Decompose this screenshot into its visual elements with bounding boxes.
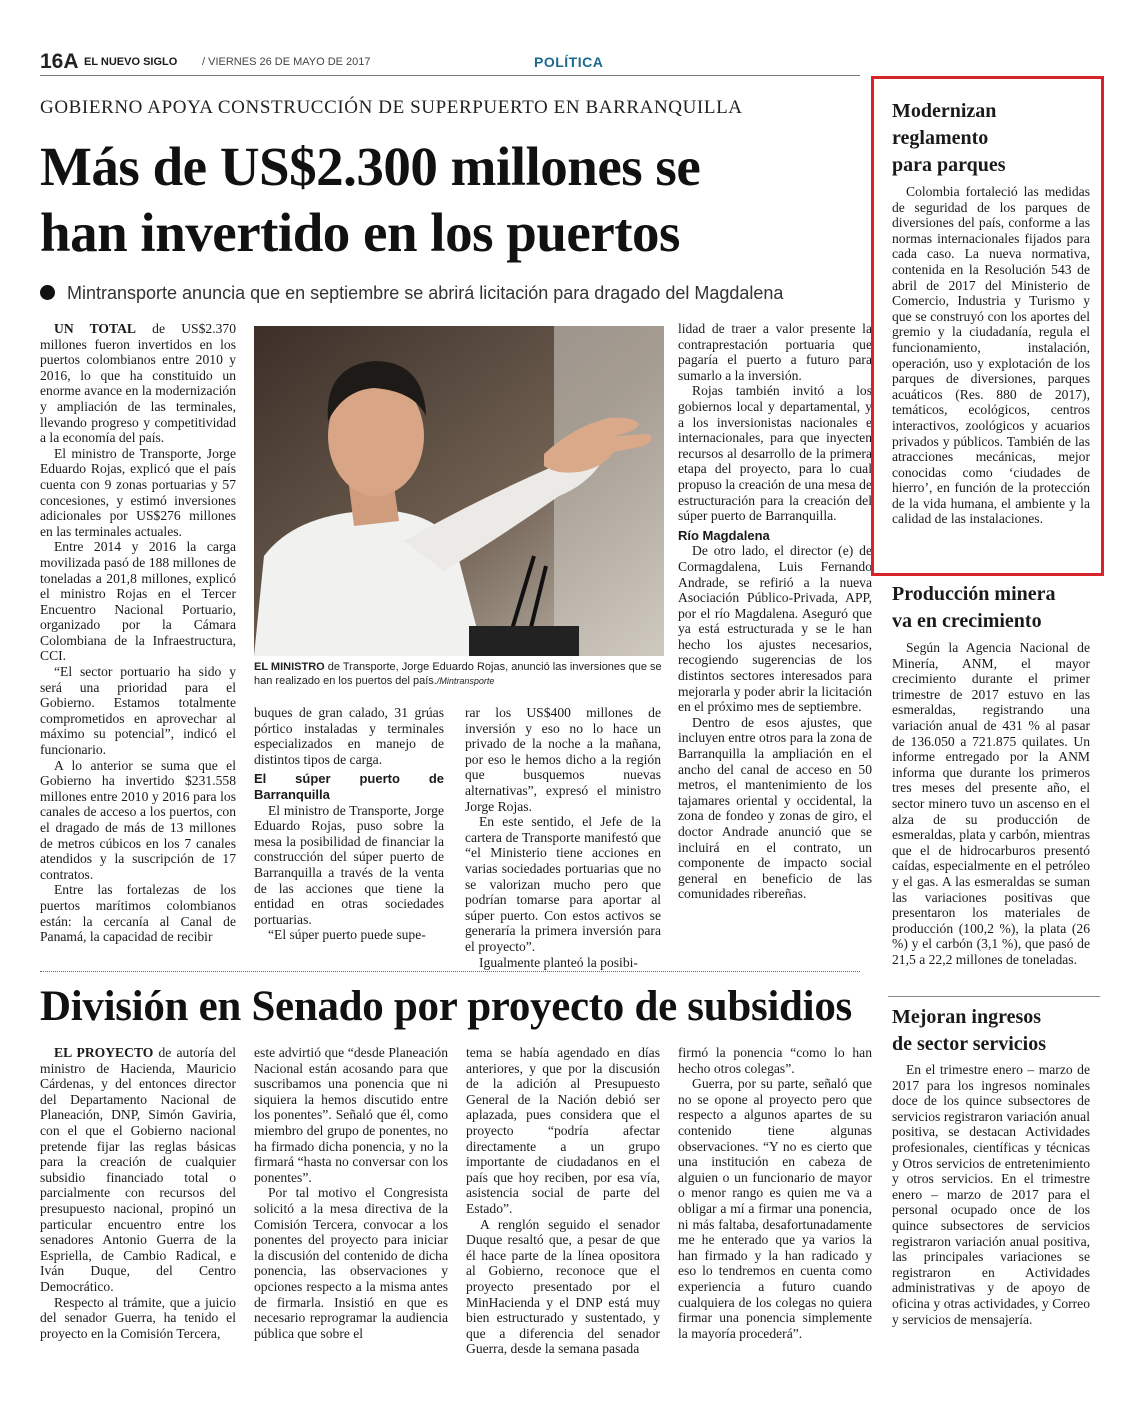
minister-photo-illustration — [254, 326, 664, 656]
story1-col2-p3: “El súper puerto puede supe- — [268, 927, 426, 943]
sidebar-divider — [888, 996, 1100, 997]
story1-headline — [40, 134, 860, 266]
sidebar-item3-title-line1: Mejoran ingresos — [892, 1006, 1042, 1028]
sidebar-item3-title — [892, 1004, 1102, 1058]
story2-column-1 — [40, 1045, 236, 1341]
sidebar-item1-title-line1: Modernizan — [892, 100, 997, 122]
page-number: 16A — [40, 50, 79, 73]
sidebar-item1-text: Colombia fortaleció las medidas de seguridad de los parques de diversiones del país, conforme a las normas internacionales fijados para cada caso. La nueva normativa, contenida en la Resolución 543 de abril de 2017 del Ministerio de Comercio, Industria y Turismo y que se construyó con los aportes del gremio y la ciudadanía, regula el funcionamiento, instalación, operación, uso y explotación de los parques de diversiones, parques acuáticos (Res. 880 de 2017), temáticos, ecológicos, centros interactivos, zoológicos y acuarios privados y públicos. También de las atracciones mecánicas, mejor conocidas como ‘ciudades de hierro’, en función de la protección de la vida humana, el ambiente y la calidad de las instalaciones. — [892, 184, 1090, 527]
sidebar-item2-body — [892, 640, 1090, 967]
caption-lead: EL MINISTRO — [254, 661, 325, 673]
sidebar-item1-title-line3: para parques — [892, 154, 1006, 176]
sidebar-item1-body — [892, 184, 1090, 527]
folio-rule — [40, 75, 860, 76]
story1-col4-p2: Rojas también invitó a los gobiernos local y departamental, y a los inversionistas nacionales e internacionales, para que inyecten recursos al desarrollo de la primera etapa del proyecto, para lo cual propuso la creación de una mesa de estructuración para la creación del súper puerto de Barranquilla. — [678, 383, 872, 524]
story2-column-2 — [254, 1045, 448, 1341]
story2-headline: División en Senado por proyecto de subsidios — [40, 983, 852, 1030]
story1-col2-p1: buques de gran calado, 31 grúas pórtico instaladas y terminales especializados en manejo de distintos tipos de carga. — [254, 705, 444, 767]
sidebar-item1-title-line2: reglamento — [892, 127, 989, 149]
story1-kicker: GOBIERNO APOYA CONSTRUCCIÓN DE SUPERPUERTO EN BARRANQUILLA — [40, 97, 743, 118]
story1-column-1 — [40, 321, 236, 945]
sidebar-item2-title — [892, 581, 1102, 635]
story1-deck-text: Mintransporte anuncia que en septiembre se abrirá licitación para dragado del Magdalena — [67, 283, 784, 303]
story2-col3-p1: tema se había agendado en días anteriores, y que por la discusión de la adición al Presupuesto General de la Nación debió ser aplazada, pues considera que el proyecto “podría afectar directamente a un grupo importante de ciudadanos en el país que hoy reciben, por esa vía, asistencia social de parte del Estado”. — [466, 1045, 660, 1216]
story2-col1-p2: Respecto al trámite, que a juicio del senador Guerra, ha tenido el proyecto en la Comisión Tercera, — [40, 1294, 236, 1341]
story1-col1-p4: “El sector portuario ha sido y será una prioridad para el Gobierno. Estamos totalmente comprometidos en aprovechar al máximo su potencial”, indicó el funcionario. — [40, 664, 236, 758]
story1-col2-p2: El ministro de Transporte, Jorge Eduardo Rojas, puso sobre la mesa la posibilidad de financiar la construcción del súper puerto de Barranquilla a través de la venta de las acciones que tiene la entidad en otras sociedades portuarias. — [254, 802, 444, 927]
story2-col3-p2: A renglón seguido el senador Duque resaltó que, a pesar de que él hace parte de la línea opositora al Gobierno, reconoce que el proyecto presentado por el MinHacienda y el DNP está muy bien estructurado y sustentado, y que a diferencia del senador Guerra, desde la semana pasada — [466, 1216, 660, 1357]
story1-headline-line1: Más de US$2.300 millones se — [40, 136, 701, 197]
story1-column-2 — [254, 705, 444, 943]
page-folio — [40, 50, 1104, 76]
story1-col4-p1: lidad de traer a valor presente la contraprestación portuaria que pagaría el puerto a futuro para sumarlo a la inversión. — [678, 321, 872, 383]
story1-subhead-superpuerto: El súper puerto de Barranquilla — [254, 771, 444, 802]
story1-column-3 — [465, 705, 661, 970]
story1-lead-word: UN TOTAL — [54, 321, 136, 336]
story1-col1-p6: Entre las fortalezas de los puertos marítimos colombianos están: la cercanía al Canal de Panamá, la capacidad de recibir — [40, 882, 236, 945]
story1-col1-p5: A lo anterior se suma que el Gobierno ha invertido $231.558 millones entre 2010 y 2016 para los canales de acceso a los puertos, con el dragado de más de 13 millones de metros cúbicos en los 7 canales atendidos y la suscripción de 17 contratos. — [40, 757, 236, 882]
story2-column-4 — [678, 1045, 872, 1341]
sidebar-item2-text: Según la Agencia Nacional de Minería, ANM, el mayor crecimiento durante el primer trimestre de 2017 estuvo en las esmeraldas, registrando una variación anual de 431 % al pasar de 136.050 a 721.875 quilates. Un informe entregado por la ANM informa que durante los primeros tres meses del presente año, el sector minero tuvo un ascenso en el alza de su producción de esmeraldas, plata y carbón, mientras que el de hidrocarburos presentó caídas, especialmente en el petróleo y el gas. A las esmeraldas se suman las variaciones positivas que presentaron los materiales de producción (100,2 %), la plata (26 %) y el carbón (3,1 %), que pasó de 21,5 a 22,2 millones de toneladas. — [892, 640, 1090, 967]
bullet-icon — [40, 285, 55, 300]
story1-col1-p3: Entre 2014 y 2016 la carga movilizada pasó de 188 millones de toneladas a 201,8 millones, explicó el ministro Rojas en el Tercer Encuentro Nacional Portuario, organizado por la Cámara Colombiana de la Infraestructura, CCI. — [40, 539, 236, 664]
section-label: POLÍTICA — [534, 54, 604, 70]
story2-col1-p1: de autoría del ministro de Hacienda, Mauricio Cárdenas, y del entonces director del Departamento Nacional de Planeación, DNP, Simón Gaviria, con el que el Gobierno nacional pretende fijar las reglas básicas para la creación de cualquier subsidio financiado total o parcialmente con recursos del presupuesto nacional, propinó un particular encuentro entre los senadores Antonio Guerra de la Espriella, de Cambio Radical, e Iván Duque, del Centro Democrático. — [40, 1045, 237, 1294]
minister-photo — [254, 326, 664, 656]
sidebar-item2-title-line2: va en crecimiento — [892, 610, 1042, 632]
issue-date: / VIERNES 26 DE MAYO DE 2017 — [202, 56, 371, 68]
story1-col1-p2: El ministro de Transporte, Jorge Eduardo Rojas, explicó que el país cuenta con 9 zonas portuarias y 57 concesiones, y estimó inversiones adicionales por US$276 millones en las terminales actuales. — [40, 445, 236, 539]
sidebar-item1-title — [892, 98, 1092, 179]
story1-deck — [40, 283, 783, 304]
sidebar-item3-title-line2: de sector servicios — [892, 1033, 1047, 1055]
story1-col3-p1: rar los US$400 millones de inversión y eso no lo hace un privado de la noche a la mañana, por eso le hemos dicho a la región que busquemos nuevas alternativas”, expresó el ministro Jorge Rojas. — [465, 705, 661, 814]
story1-headline-line2: han invertido en los puertos — [40, 202, 680, 263]
story1-col3-p3: Igualmente planteó la posibi- — [479, 954, 638, 970]
story1-col4-p4: Dentro de esos ajustes, que incluyen entre otros para la zona de Barranquilla la ampliación en el ancho del canal de acceso en 50 metros, el mantenimiento de los tajamares oriental y occidental, la zona de fondeo y zonas de giro, el doctor Andrade anunció que se incluirá en el contrato, un componente de impacto social general en beneficio de las comunidades ribereñas. — [678, 714, 872, 902]
publication-name: EL NUEVO SIGLO — [84, 56, 178, 68]
story2-lead-word: EL PROYECTO — [54, 1045, 154, 1060]
photo-caption — [254, 660, 664, 688]
story2-col2-p1: este advirtió que “desde Planeación Nacional están acosando para que suscribamos una ponencia que ni siquiera la hemos discutido entre los ponentes”. Señaló que él, como miembro del grupo de ponentes, no ha firmado dicha ponencia, y no la firmará “hasta no conversar con los ponentes”. — [254, 1045, 448, 1185]
sidebar-item2-title-line1: Producción minera — [892, 583, 1056, 605]
sidebar-item3-text: En el trimestre enero – marzo de 2017 para los ingresos nominales doce de los quince subsectores de servicios registraron variación anual positiva, se destacan Actividades profesionales, científicas y técnicas y Otros servicios de entretenimiento y otros servicios. En el trimestre enero – marzo de 2017 para el personal ocupado once de los quince subsectores de servicios registraron variación anual positiva, las principales variaciones se registraron en Actividades administrativas y de apoyo de oficina y otras actividades, y Correo y servicios de mensajería. — [892, 1062, 1090, 1327]
caption-text: de Transporte, Jorge Eduardo Rojas, anunció las inversiones que se han realizado en los puertos del país. — [254, 661, 662, 687]
photo-credit: /Mintransporte — [436, 676, 495, 686]
story1-subhead-rio-magdalena: Río Magdalena — [678, 527, 770, 543]
story1-col4-p3: De otro lado, el director (e) de Cormagdalena, Luis Fernando Andrade, se refirió a la nueva Asociación Público-Privada, APP, por el río Magdalena. Aseguró que ya está estructurada y se le han hecho los ajustes necesarios, recogiendo sugerencias de los distintos sectores interesados para mejorarla y poder abrir la licitación en el próximo mes de septiembre. — [678, 543, 872, 715]
sidebar-item3-body — [892, 1062, 1090, 1327]
story-divider — [40, 971, 860, 972]
story2-col2-p2: Por tal motivo el Congresista solicitó a la mesa directiva de la Comisión Tercera, convocar a los ponentes del proyecto para iniciar la discusión del contenido de dicha ponencia, las observaciones y opciones respecto a la misma antes de firmarla. Insistió en que es necesario reprogramar la audiencia pública que sobre el — [254, 1185, 448, 1341]
story2-col4-p2: Guerra, por su parte, señaló que no se opone al proyecto pero que respecto a algunos apartes de su contenido tiene algunas observaciones. “Y no es cierto que una institución en cabeza de alguien o un funcionario de mayor o menor rango es quien me va a obligar a mí a firmar una ponencia, ni más faltaba, desafortunadamente me he enterado que ya varios la han firmado y la han radicado y eso lo tendremos en cuenta como experiencia a futuro cuando cualquiera de los colegas no quiera firmar una ponencia simplemente la mayoría procederá”. — [678, 1076, 872, 1341]
story1-col1-p1: de US$2.370 millones fueron invertidos en los puertos colombianos entre 2010 y 2016, lo que ha constituido un enorme avance en la modernización y ampliación de las terminales, llevando progreso y competitividad a la economía del país. — [40, 321, 236, 446]
story1-col3-p2: En este sentido, el Jefe de la cartera de Transporte manifestó que “el Ministerio tiene acciones en varias sociedades portuarias que no se valorizan mucho pero que podrían tomarse para aportar al súper puerto. Con estos activos se generaría la primera inversión para el proyecto”. — [465, 814, 661, 954]
story2-column-3 — [466, 1045, 660, 1357]
story2-col4-p1: firmó la ponencia “como lo han hecho otros colegas”. — [678, 1045, 872, 1076]
story1-column-4 — [678, 321, 872, 902]
